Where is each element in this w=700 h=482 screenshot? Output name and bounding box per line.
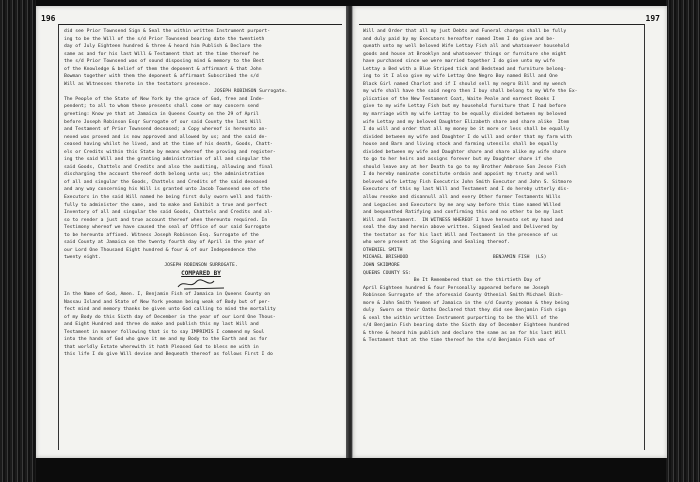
text-line: I do will and order that all my money be it more or less shall be equally [363,127,570,133]
text-line: & three & heard him publish and declare the same as an for his last Will [363,330,567,336]
text-line: give to my wife Lettay Fish but my household furniture that I had before [363,104,567,110]
witness-line: JOHN SKIDMORE [363,262,400,268]
text-line: ing to it I also give my wife Lettay One Negro Boy named Bill and One [363,74,558,80]
text-line: Bowman together with them the deponent & affirmant Subscribed the s/d [64,74,259,80]
text-line: into the hands of God who gave it me and my Body to the Earth and as for [64,337,268,343]
text-line: before Joseph Robinson Esqr Surrogate of our said County the last Will [64,119,262,125]
right-page [352,6,667,458]
scan-edge-left [0,0,36,482]
text-line: and bequeathed Ratifying and confirming this and no other to be my last [363,210,564,216]
text-line: twenty eight. [64,255,101,261]
text-line: April Eighteen hundred & four Personally appeared before me Joseph [363,285,550,291]
text-line: Executors in the said Will named he being first duly sworn well and faith- [64,195,273,201]
text-line: allow revoke and disannull all and every Other former Testaments Wills [363,195,561,201]
page-number: 197 [645,14,660,23]
text-line: I do hereby nominate constitute ordain and appoint my trusty and well [363,172,558,178]
text-line: & Testament that at the time thereof he the s/d Benjamin Fish was of [363,338,555,344]
text-line: and Legacies and Executors by me any way before this time named Willed [363,202,561,208]
text-line: same as and for his last Will & Testament that at the time thereof he [64,51,259,57]
text-line: Be It Remembered that on the thirtieth Day of [363,278,541,284]
text-line: Will and Testament. IN WITNESS WHEREOF I have hereunto set my hand and [363,217,564,223]
text-line: In the Name of God, Amen. I, Benjamin Fish of Jamaica in Queens County on [64,292,271,298]
witness-line: QUEENS COUNTY SS: [363,270,411,276]
text-line: house and Barn and living stock and farming utensils shall be equally [363,142,558,148]
margin-line [58,24,59,450]
benjamin-fish-will-text [64,291,338,359]
text-line: ing to be the Will of the s/d Prior Townsend bearing date the twentieth [64,36,265,42]
text-line: and any way concerning his Will is granted unto Jacob Townsend one of the [64,187,271,193]
text-line: The People of the State of New York by the grace of God, free and Inde- [64,96,265,102]
text-line: discharging the account thereof doth belong unto us; the administration [64,172,265,178]
text-line: day of July Eighteen hundred & three & heard him Publish & Declare the [64,44,262,50]
letters-testamentary-text [64,96,338,262]
witness-block [363,247,639,277]
scan-edge-right [666,0,700,482]
header-rule [58,24,342,25]
text-line: & seal the within written Instrument purporting to be the Will of the [363,315,558,321]
text-line: ing the said Will and the granting administration of all and singular the [64,157,271,163]
text-line: more & John Smith Yeomen of Jamaica in the s/d County yeoman & they being [363,300,570,306]
text-line: my wife shall have the said negro then I buy shall belong to my Wife the Ex- [363,89,578,95]
compared-by-stamp: COMPARED BY [181,269,221,277]
text-line: beloved wife Lettay Fish Executrix John Smith Executor and John S. Sitmore [363,179,572,185]
text-line: who were present at the Signing and Sealing thereof. [363,240,510,246]
text-line: queath unto my well beloved Wife Lettay Fish all and whatsoever household [363,44,570,50]
text-line: seal the day and herein above written. Signed Sealed and Delivered by [363,225,558,231]
header-rule [359,24,645,25]
text-line: my marriage with my wife Lettay to be equally divided between my beloved [363,112,567,118]
text-line: and duly paid by my Executors hereafter named Item I do give and be- [363,36,555,42]
right-page-text [363,28,639,345]
text-line: s/d Benjamin Fish bearing date the Sixth day of December Eighteen hundred [363,323,570,329]
text-line: ceased having whilst he lived, and at the time of his death, Goods, Chatt- [64,142,273,148]
margin-line [644,24,645,450]
text-line: the s/d Prior Townsend was of sound disposing mind & memory to the Best [64,59,265,65]
text-line: Testimony whereof we have caused the seal of Office of our said Surrogate [64,225,271,231]
will-bequests-text [363,28,639,247]
text-line: nexed was proved and is now approved and allowed by us; and the said de- [64,134,268,140]
surrogate-signature: JOSEPH ROBINSON Surrogate. [214,89,288,95]
witness-line: OTHENIEL SMITH [363,247,403,253]
left-page-text [64,28,338,359]
text-line: Nassau Island and State of New York yeoman being weak of Body but of per- [64,299,271,305]
handwritten-initials [64,277,338,291]
text-line: so to render a just and true account thereof when thereunto required. In [64,217,268,223]
left-page [36,6,349,458]
text-line: Will as Witnesses thereto in the testators presence. [64,81,211,87]
witness-line: MICHAEL BRISHOOD BENJAMIN FISH (LS) [363,255,547,261]
text-line: Inventory of all and singular the said Goods, Chattels and Credits and al- [64,210,273,216]
text-line: Black Girl named Charlot and if I should sell my negro Bill and my wench [363,81,567,87]
text-line: to be hereunto affixed. Witness Joseph Robinson Esq. Surrogate of the [64,232,259,238]
text-line: did see Prior Townsend Sign & Seal the within written Instrument purport- [64,29,271,34]
text-line: to go to her heirs and assigns forever but my Daughter share if she [363,157,553,163]
text-line: Will and Order that all my just Debts and Funeral charges shall be fully [363,29,567,34]
page-number: 196 [41,14,56,23]
text-line: the testator as for his last Will and Testament in the presence of us [363,232,558,238]
surrogate-signature-line: JOSEPH ROBINSON SURROGATE. [164,262,238,268]
text-line: els or Credits within this State by means whereof the proving and register- [64,149,276,155]
text-line: this life I do give Will devise and Bequeath thereof as follows First I do [64,352,273,358]
text-line: Lettay a Bed with a Blue Striped tick and Bedstead and furniture belong- [363,66,567,72]
text-line: our Lord One Thousand Eight hundred & four & of our Independence the [64,247,256,253]
text-line: wife Lettay and my beloved Daughter Elizabeth share and share alike Item [363,119,570,125]
text-line: that worldly Estate wherewith it hath Pleased God to bless me with in [64,344,259,350]
text-line: have purchased since we were married together I do give unto my wife [363,59,555,65]
text-line: should leave any at her Death to go to my Brother Ambrose Son Jesse Fish [363,164,567,170]
text-line: duly Sworn on their Oaths Declared that they did see Benjamin Fish sign [363,308,567,314]
text-line: plication of the New Testament Coat, Waite Peale and earnest Books I [363,96,555,102]
text-line: greeting: Know ye that at Jamaica in Queens County on the 29 of April [64,112,259,118]
text-line: of all and singular the Goods, Chattels and Credits of the said deceased [64,179,268,185]
text-line: and Eight Hundred and three do make and publish this my last Will and [64,322,259,328]
text-line: fully to administer the same, and to make and Exhibit a true and perfect [64,202,268,208]
text-line: and Testament of Prior Townsend deceased; a Copy whereof is hereunto an- [64,127,268,133]
text-line: of the Knowledge & belief of them the deponent & affirmant & that John [64,66,262,72]
text-line: pendent; to all to whom these presents shall come or may concern send [64,104,259,110]
text-line: divided between my wife and Daughter share and share alike my wife share [363,149,567,155]
text-line: Executors of this my last Will and Testament and I do hereby utterly dis- [363,187,570,193]
text-line: said County at Jamaica on the twenty fourth day of April in the year of [64,240,265,246]
text-line: divided between my wife and Daughter I do will and order that my farm with [363,134,572,140]
proof-of-will-text [363,277,639,345]
will-proof-text [64,28,338,88]
text-line: Testament in manner following that is to say IMPRIMIS I commend my Soul [64,329,265,335]
text-line: of my Body do this Sixth day of December in the year of our Lord One Thous- [64,314,276,320]
text-line: said Goods, Chattels and Credits and also the auditing, allowing and final [64,164,273,170]
text-line: fect mind and memory thanks be given unto God calling to mind the mortality [64,307,276,313]
text-line: goods and house at Brooklyn and whatsoever things or furniture she might [363,51,567,57]
text-line: Robinson Surrogate of the aforesaid County Othenial Smith Michael Bish- [363,293,564,299]
